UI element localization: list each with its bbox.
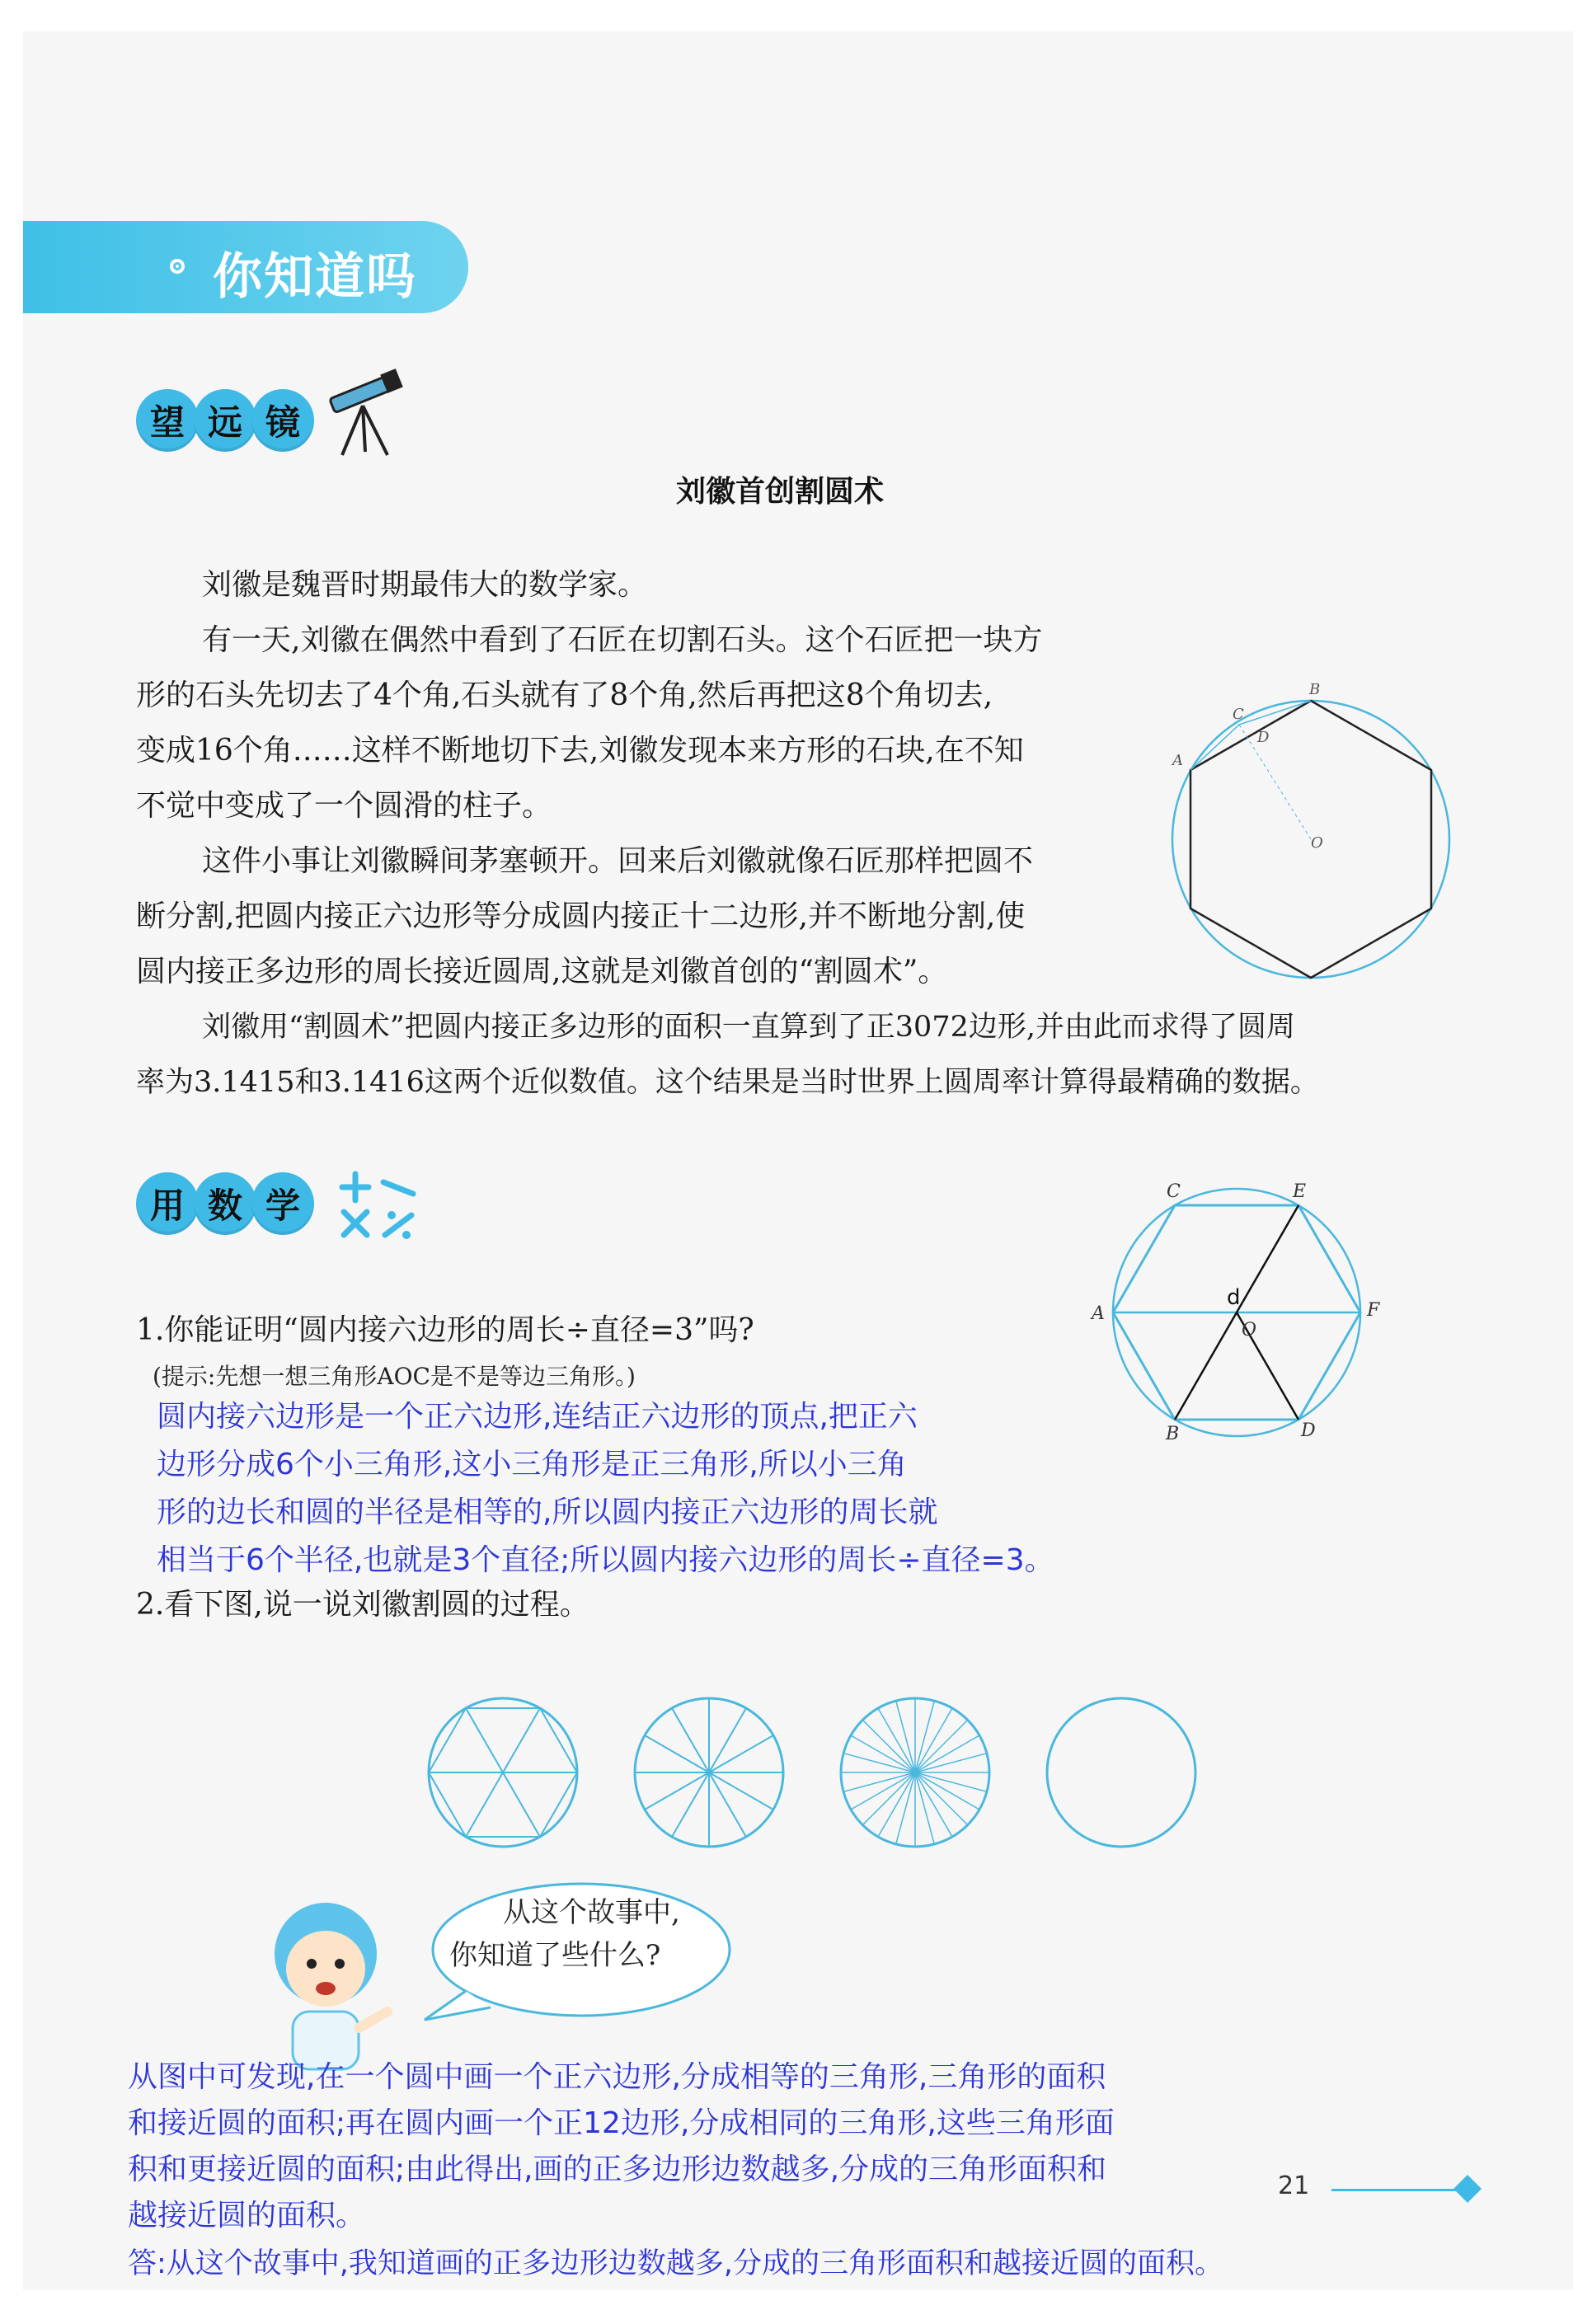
division-line: [645, 1735, 709, 1772]
division-line: [709, 1772, 773, 1810]
section-title-use-math: [136, 1171, 309, 1237]
circle-dot-icon: [170, 259, 185, 274]
circle-hexagon-6: [429, 1698, 577, 1847]
paragraph: 不觉中变成了一个圆滑的柱子。: [136, 789, 552, 823]
division-line: [915, 1754, 987, 1772]
question-1: 1.你能证明“圆内接六边形的周长÷直径=3”吗?: [136, 1313, 754, 1347]
answer-line: 形的边长和圆的半径是相等的,所以圆内接正六边形的周长就: [157, 1495, 938, 1529]
paragraph: 刘徽是魏晋时期最伟大的数学家。: [202, 568, 648, 602]
boy-character-icon: [247, 1888, 404, 2078]
bubble-line: 你知道了些什么?: [449, 1939, 661, 1972]
paragraph: 圆内接正多边形的周长接近圆周,这就是刘徽首创的“割圆术”。: [136, 955, 948, 988]
hexagon-diagonals-figure: [1080, 1171, 1393, 1451]
question-2: 2.看下图,说一说刘徽割圆的过程。: [136, 1588, 589, 1622]
math-operators-icon: [334, 1169, 425, 1243]
circle-division-sequence: [420, 1690, 1212, 1855]
paragraph: 形的石头先切去了4个角,石头就有了8个角,然后再把这8个角切去,: [136, 678, 993, 712]
division-line: [672, 1708, 709, 1772]
paragraph: 刘徽用“割圆术”把圆内接正多边形的面积一直算到了正3072边形,并由此而求得了圆周: [202, 1011, 1295, 1044]
division-line: [896, 1701, 915, 1772]
answer-line: 相当于6个半径,也就是3个直径;所以圆内接六边形的周长÷直径=3。: [157, 1543, 1054, 1577]
hexagon-in-circle-figure: [1154, 660, 1468, 1006]
label-f: F: [1367, 1300, 1380, 1321]
answer-line: 边形分成6个小三角形,这小三角形是正三角形,所以小三角: [157, 1448, 907, 1481]
telescope-icon: [326, 363, 408, 462]
answer-line: 圆内接六边形是一个正六边形,连结正六边形的顶点,把正六: [157, 1400, 918, 1434]
division-line: [709, 1772, 746, 1837]
paragraph: 率为3.1415和3.1416这两个近似数值。这个结果是当时世界上圆周率计算得最精确的数据。: [136, 1066, 1319, 1099]
division-line: [896, 1772, 915, 1844]
title-char: 用: [136, 1172, 199, 1235]
label-e: E: [1293, 1181, 1307, 1202]
answer-line: 越接近圆的面积。: [128, 2199, 366, 2232]
division-line: [709, 1735, 773, 1772]
division-line: [672, 1772, 709, 1837]
paragraph: 断分割,把圆内接正六边形等分成圆内接正十二边形,并不断地分割,使: [136, 899, 1026, 933]
section-banner: [23, 221, 468, 313]
answer-line: 和接近圆的面积;再在圆内画一个正12边形,分成相同的三角形,这些三角形面: [128, 2106, 1115, 2140]
answer-line: 从图中可发现,在一个圆中画一个正六边形,分成相等的三角形,三角形的面积: [128, 2060, 1106, 2094]
label-d: D: [1257, 729, 1270, 746]
answer-conclusion: 答:从这个故事中,我知道画的正多边形边数越多,分成的三角形面积和越接近圆的面积。: [128, 2247, 1224, 2280]
banner-title: 你知道吗: [213, 248, 417, 306]
bubble-line: 从这个故事中,: [503, 1896, 680, 1929]
division-line: [915, 1772, 934, 1844]
label-c: C: [1167, 1181, 1181, 1202]
label-o: O: [1242, 1320, 1257, 1340]
title-char: 望: [136, 389, 199, 452]
article-title: 刘徽首创割圆术: [676, 475, 885, 509]
paragraph: 变成16个角……这样不断地切下去,刘徽发现本来方形的石块,在不知: [136, 734, 1024, 768]
division-line: [843, 1754, 915, 1772]
label-b: B: [1166, 1424, 1180, 1444]
circle-polygon-12: [635, 1698, 783, 1847]
answer-line: 积和更接近圆的面积;由此得出,画的正多边形边数越多,分成的三角形面积和: [128, 2153, 1107, 2186]
question-1-hint: (提示:先想一想三角形AOC是不是等边三角形。): [153, 1363, 636, 1390]
circle-polygon-24: [841, 1698, 989, 1847]
label-d: D: [1301, 1420, 1316, 1441]
division-line: [843, 1772, 915, 1791]
title-char: 远: [194, 389, 256, 452]
label-a: A: [1172, 752, 1183, 769]
circle-full: [1047, 1698, 1195, 1847]
title-char: 镜: [251, 389, 314, 452]
division-line: [645, 1772, 709, 1810]
title-char: 学: [251, 1172, 314, 1235]
paragraph: 有一天,刘徽在偶然中看到了石匠在切割石头。这个石匠把一块方: [202, 623, 1043, 657]
page-number: 21: [1278, 2171, 1310, 2200]
label-o: O: [1311, 834, 1323, 852]
division-line: [915, 1701, 934, 1772]
paragraph: 这件小事让刘徽瞬间茅塞顿开。回来后刘徽就像石匠那样把圆不: [202, 844, 1034, 878]
section-title-telescope: [136, 387, 309, 453]
division-line: [915, 1772, 987, 1791]
label-c: C: [1233, 706, 1244, 723]
label-b: B: [1309, 681, 1321, 698]
label-a: A: [1092, 1303, 1105, 1324]
title-char: 数: [194, 1172, 256, 1235]
page-number-line: [1331, 2189, 1468, 2191]
label-d-mark: d: [1227, 1285, 1241, 1310]
division-line: [709, 1708, 746, 1772]
